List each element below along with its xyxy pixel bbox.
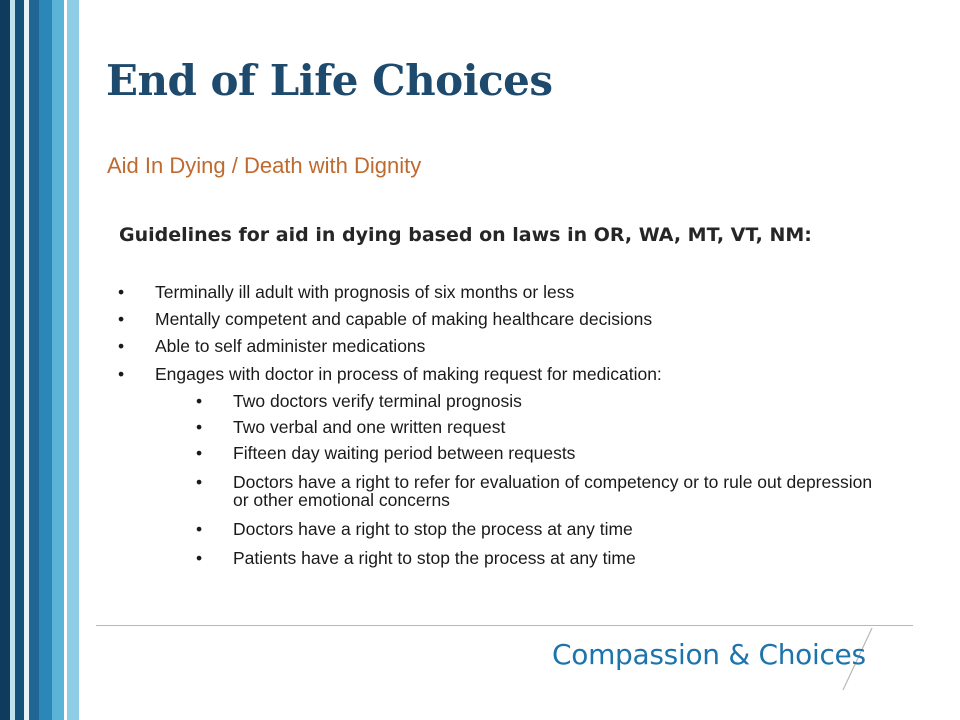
list-item-text: Engages with doctor in process of making request for medication:: [155, 364, 662, 384]
sub-list-item-text: Fifteen day waiting period between requests: [233, 443, 576, 463]
bullet-dot: •: [118, 309, 125, 329]
list-item-text: Terminally ill adult with prognosis of six months or less: [155, 282, 575, 302]
bullet-dot: •: [118, 282, 125, 302]
sub-list-item-text: Patients have a right to stop the process at any time: [233, 548, 636, 568]
compassion-choices-logo: Compassion & Choices: [552, 638, 866, 671]
bullet-dot: •: [196, 548, 203, 568]
guidelines-heading: Guidelines for aid in dying based on laws in OR, WA, MT, VT, NM:: [119, 224, 812, 246]
bullet-dot: •: [196, 519, 203, 539]
sub-list-item-text: Two verbal and one written request: [233, 417, 506, 437]
sub-list-item-text: Doctors have a right to refer for evaluation of competency or to rule out depression or other emotional concerns: [233, 472, 873, 510]
slide-title: End of Life Choices: [106, 56, 553, 105]
list-item-text: Mentally competent and capable of making healthcare decisions: [155, 309, 653, 329]
bullet-dot: •: [196, 472, 203, 492]
slide-subtitle: Aid In Dying / Death with Dignity: [107, 153, 422, 178]
bullet-dot: •: [118, 364, 125, 384]
list-item-text: Able to self administer medications: [155, 336, 426, 356]
bullet-dot: •: [118, 336, 125, 356]
bullet-dot: •: [196, 443, 203, 463]
bullet-dot: •: [196, 391, 203, 411]
sub-list-item-text: Two doctors verify terminal prognosis: [233, 391, 522, 411]
sub-list-item-text: Doctors have a right to stop the process at any time: [233, 519, 633, 539]
bullet-dot: •: [196, 417, 203, 437]
